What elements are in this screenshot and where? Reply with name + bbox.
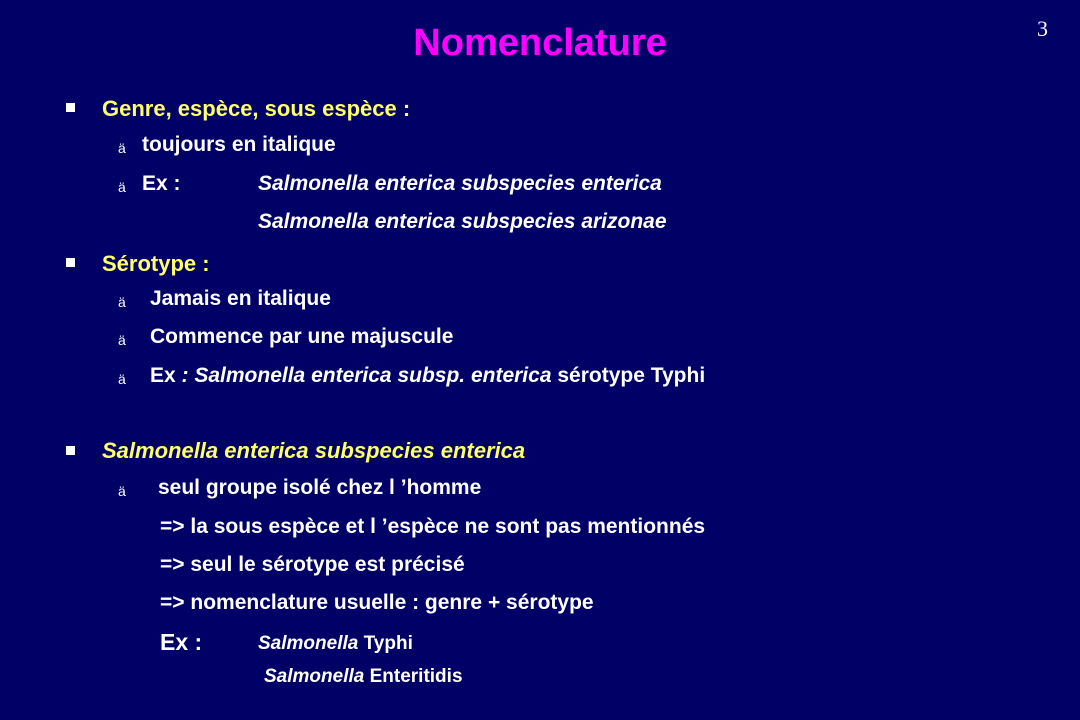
- arrow-bullet-icon: ä: [118, 294, 126, 310]
- square-bullet-icon: [66, 446, 75, 455]
- square-bullet-icon: [66, 258, 75, 267]
- section-genre-heading: Genre, espèce, sous espèce :: [102, 96, 411, 121]
- section-serotype-heading: Sérotype :: [102, 251, 210, 276]
- typhi-genus: Salmonella: [258, 633, 359, 654]
- arrow-bullet-icon: ä: [118, 483, 126, 499]
- serotype-example: [150, 364, 705, 388]
- arrow-bullet-icon: ä: [118, 140, 126, 156]
- enteritidis-serotype: Enteritidis: [364, 666, 463, 687]
- typhi-serotype: Typhi: [358, 633, 413, 654]
- serotype-example-prefix: Ex: [150, 364, 182, 387]
- serotype-capital: Commence par une majuscule: [150, 325, 454, 348]
- enterica-example-enteritidis: [264, 666, 463, 688]
- enterica-consequence-1: => la sous espèce et l ’espèce ne sont pas mentionnés: [160, 515, 706, 538]
- enteritidis-genus: Salmonella: [264, 666, 365, 687]
- genre-example-1: Salmonella enterica subspecies enterica: [258, 172, 662, 195]
- genre-italic-rule: toujours en italique: [142, 133, 336, 156]
- page-number: 3: [1037, 16, 1048, 41]
- section-enterica-heading: Salmonella enterica subspecies enterica: [102, 438, 526, 463]
- enterica-human-group: seul groupe isolé chez l ’homme: [158, 476, 482, 499]
- arrow-bullet-icon: ä: [118, 332, 126, 348]
- serotype-example-suffix: sérotype Typhi: [551, 364, 706, 387]
- enterica-example-typhi: [258, 633, 413, 655]
- enterica-consequence-2: => seul le sérotype est précisé: [160, 553, 465, 576]
- slide-title: Nomenclature: [413, 22, 667, 64]
- serotype-example-italic: : Salmonella enterica subsp. enterica: [181, 364, 552, 387]
- square-bullet-icon: [66, 103, 75, 112]
- genre-example-label: Ex :: [142, 172, 181, 195]
- serotype-not-italic: Jamais en italique: [150, 287, 331, 310]
- arrow-bullet-icon: ä: [118, 179, 126, 195]
- genre-example-2: Salmonella enterica subspecies arizonae: [258, 210, 667, 233]
- enterica-consequence-3: => nomenclature usuelle : genre + sérotype: [160, 591, 594, 614]
- enterica-example-label: Ex :: [160, 629, 203, 655]
- arrow-bullet-icon: ä: [118, 371, 126, 387]
